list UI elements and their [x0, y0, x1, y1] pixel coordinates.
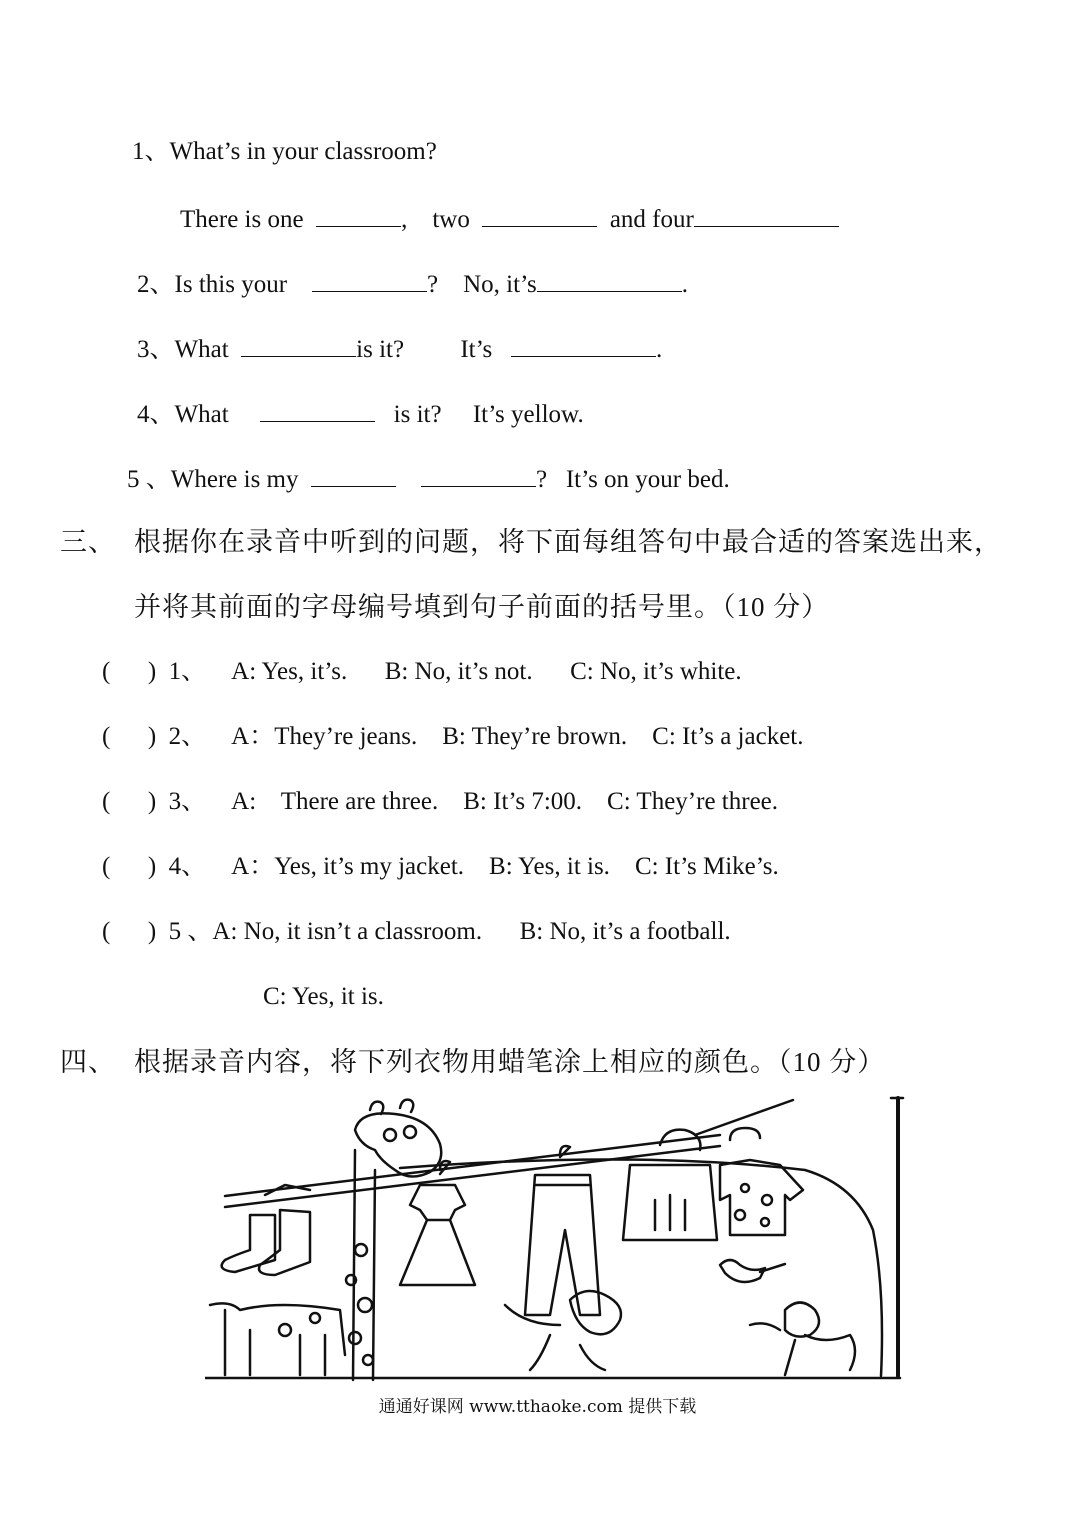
item-number: 1、	[168, 658, 207, 685]
part3-heading-number: 三、	[60, 527, 116, 557]
option-c: C: It’s a jacket.	[652, 723, 804, 750]
q5-question: Where is my	[170, 466, 299, 493]
q1-answer-line	[180, 202, 839, 235]
q5-qmark: ?	[536, 466, 548, 493]
q3-line	[137, 332, 662, 365]
option-a: A: No, it isn’t a classroom.	[212, 918, 483, 945]
option-c-line	[263, 982, 384, 1012]
q3-its: It’s	[460, 336, 493, 363]
part4-heading: 根据录音内容，将下列衣物用蜡笔涂上相应的颜色。（10 分）	[134, 1047, 886, 1077]
part4-heading-number: 四、	[60, 1047, 116, 1077]
clothesline-illustration[interactable]	[205, 1090, 905, 1385]
blank-field[interactable]	[511, 332, 656, 357]
bird-drawing	[720, 1260, 785, 1282]
answer-parentheses[interactable]: ( )	[102, 788, 157, 815]
blank-field[interactable]	[311, 462, 396, 487]
list-item	[102, 852, 779, 882]
q1-question: What’s in your classroom?	[169, 138, 437, 165]
option-a: A: Yes, it’s.	[231, 658, 348, 685]
option-a: A：They’re jeans.	[231, 723, 418, 750]
item-number: 3、	[168, 788, 207, 815]
q3-what: What	[174, 336, 229, 363]
q3-number: 3、	[137, 336, 175, 363]
option-b: B: No, it’s not.	[384, 658, 533, 685]
q2-line	[137, 267, 688, 300]
option-b: B: No, it’s a football.	[519, 918, 731, 945]
option-c: C: No, it’s white.	[570, 658, 742, 685]
option-c: C: Yes, it is.	[263, 983, 384, 1010]
q4-line	[137, 397, 584, 430]
q5-number: 5 、	[127, 466, 171, 493]
cow-drawing	[210, 1303, 345, 1375]
q3-is-it: is it?	[356, 336, 405, 363]
q2-number: 2、	[137, 271, 175, 298]
blank-field[interactable]	[482, 202, 597, 227]
option-b: B: Yes, it is.	[489, 853, 610, 880]
q1-comma: ,	[401, 206, 408, 233]
footer-text: 通通好课网 www.tthaoke.com 提供下载	[378, 1397, 697, 1417]
option-b: B: It’s 7:00.	[463, 788, 583, 815]
q4-is-it: is it?	[393, 401, 442, 428]
q3-period: .	[656, 336, 663, 363]
q5-line	[127, 462, 730, 495]
option-b: B: They’re brown.	[442, 723, 628, 750]
answer-parentheses[interactable]: ( )	[102, 918, 157, 945]
q2-period: .	[681, 271, 688, 298]
q1-answer-text: There is one	[180, 206, 304, 233]
option-a: A：Yes, it’s my jacket.	[231, 853, 465, 880]
part3-heading-line1: 根据你在录音中听到的问题，将下面每组答句中最合适的答案选出来，	[134, 527, 1002, 557]
blank-field[interactable]	[260, 397, 375, 422]
option-c: C: They’re three.	[607, 788, 779, 815]
answer-parentheses[interactable]: ( )	[102, 723, 157, 750]
pole	[891, 1098, 903, 1376]
q5-answer: It’s on your bed.	[565, 466, 730, 493]
pants-drawing	[525, 1146, 600, 1315]
answer-parentheses[interactable]: ( )	[102, 853, 157, 880]
item-number: 4、	[168, 853, 207, 880]
answer-parentheses[interactable]: ( )	[102, 658, 157, 685]
blank-field[interactable]	[241, 332, 356, 357]
list-item	[102, 917, 731, 947]
q1-number: 1、	[132, 138, 170, 165]
q1-line	[132, 137, 437, 167]
list-item	[102, 657, 742, 687]
dog-drawing	[750, 1303, 855, 1376]
q2-answer: No, it’s	[463, 271, 537, 298]
blank-field[interactable]	[537, 267, 682, 292]
q1-two: two	[432, 206, 470, 233]
item-number: 2、	[168, 723, 207, 750]
blank-field[interactable]	[316, 202, 401, 227]
tshirt-drawing	[720, 1128, 803, 1235]
q1-and-four: and four	[609, 206, 694, 233]
part3-heading-line2: 并将其前面的字母编号填到句子前面的括号里。（10 分）	[134, 592, 830, 622]
list-item	[102, 787, 778, 817]
q4-answer: It’s yellow.	[472, 401, 584, 428]
blank-field[interactable]	[312, 267, 427, 292]
q2-qmark: ?	[427, 271, 439, 298]
option-a: A: There are three.	[231, 788, 439, 815]
q4-number: 4、	[137, 401, 175, 428]
q4-what: What	[174, 401, 229, 428]
dancing-animal-drawing	[505, 1291, 621, 1370]
item-number: 5 、	[168, 918, 213, 945]
giraffe-drawing	[346, 1100, 441, 1380]
blank-field[interactable]	[694, 202, 839, 227]
list-item	[102, 722, 803, 752]
bush-outline	[400, 1159, 882, 1376]
option-c: C: It’s Mike’s.	[634, 853, 779, 880]
blank-field[interactable]	[421, 462, 536, 487]
q2-question: Is this your	[174, 271, 288, 298]
